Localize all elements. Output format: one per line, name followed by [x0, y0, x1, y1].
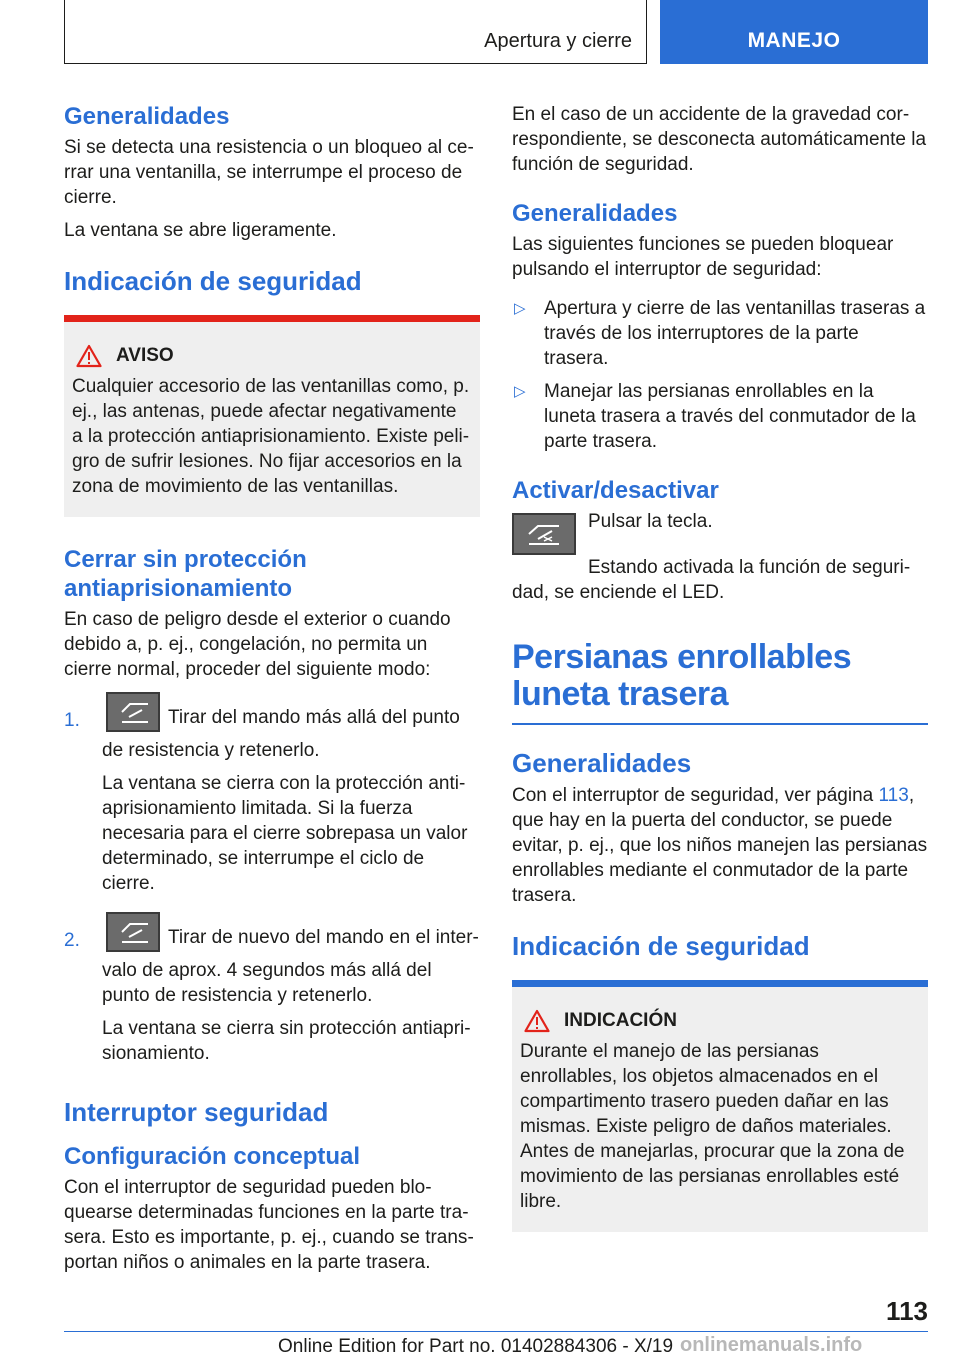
watermark: onlinemanuals.info	[680, 1334, 863, 1356]
paragraph: En el caso de un accidente de la gravedad correspondiente, se desconecta automáticamente la función de seguridad.	[512, 104, 927, 175]
chapter-tab[interactable]: MANEJO	[660, 0, 928, 64]
heading-safety-switch: Interruptor seguridad	[64, 1097, 329, 1127]
heading-generalidades: Generalidades	[512, 200, 678, 227]
step-text: Tirar de nuevo del mando en el intervalo de aprox. 4 segundos más allá del punto de resistencia y retenerlo.	[102, 927, 479, 1006]
step-text: Tirar del mando más allá del punto de resistencia y retenerlo.	[102, 707, 460, 761]
heading-activate: Activar/desactivar	[512, 477, 719, 504]
list-item-text: Apertura y cierre de las ventanillas traseras a través de los interruptores de la parte trasera.	[544, 298, 926, 369]
step-subtext: La ventana se cierra con la protección antiaprisionamiento limitada. Si la fuerza necesaria para el cierre sobrepasa un valor determinado, se interrumpe el ciclo de cierre.	[102, 773, 468, 894]
heading-safety: Indicación de seguridad	[512, 931, 810, 961]
edition-note: Online Edition for Part no. 01402884306 - X/19	[278, 1336, 674, 1357]
notice-box	[512, 980, 928, 1232]
section-title: Apertura y cierre	[484, 30, 632, 52]
window-switch-icon	[106, 692, 160, 732]
list-item	[512, 296, 928, 371]
bullet-marker: ▷	[514, 383, 526, 400]
paragraph: Pulsar la tecla.	[588, 511, 713, 532]
step-item	[64, 698, 480, 904]
warning-title: AVISO	[116, 345, 174, 366]
heading-generalidades: Generalidades	[64, 103, 230, 130]
heading-generalidades: Generalidades	[512, 748, 692, 778]
paragraph: Con el interruptor de seguridad pueden bloquearse determinadas funciones en la parte trasera. Esto es importante, p. ej., cuando se transportan niños o animales en la parte trasera.	[64, 1177, 474, 1273]
bullet-marker: ▷	[514, 300, 526, 317]
step-number: 2.	[64, 930, 80, 951]
step-item	[64, 918, 480, 1074]
warning-triangle-icon	[76, 344, 102, 368]
warning-box	[64, 315, 480, 517]
page-number: 113	[886, 1296, 928, 1326]
warning-text: Cualquier accesorio de las ventanillas como, p. ej., las antenas, puede afectar negativamente a la protección antiaprisionamiento. Existe peligro de sufrir lesiones. No fijar accesorios en la zona de movimiento de las ventanillas.	[72, 376, 470, 497]
step-number: 1.	[64, 710, 80, 731]
heading-safety: Indicación de seguridad	[64, 266, 362, 296]
paragraph-text: Con el interruptor de seguridad, ver página	[512, 785, 879, 806]
window-switch-icon	[106, 912, 160, 952]
header-title-box	[64, 0, 647, 64]
paragraph: En caso de peligro desde el exterior o cuando debido a, p. ej., congelación, no permita un cierre normal, proceder del siguiente modo:	[64, 609, 451, 680]
paragraph: Si se detecta una resistencia o un bloqueo al cerrar una ventanilla, se interrumpe el proceso de cierre.	[64, 137, 474, 208]
safety-switch-icon	[512, 513, 576, 555]
list-item-text: Manejar las persianas enrollables en la luneta trasera a través del conmutador de la parte trasera.	[544, 381, 916, 452]
paragraph-text: , que hay en la puerta del conductor, se puede evitar, p. ej., que los niños manejen las persianas enrollables mediante el conmutador de la parte trasera.	[512, 785, 928, 906]
right-column	[512, 102, 928, 1260]
notice-text: Durante el manejo de las persianas enrollables, los objetos almacenados en el compartimento trasero pueden dañar en las mismas. Existe peligro de daños materiales. Antes de manejarlas, procurar que la zona de movimiento de las persianas enrollables esté libre.	[520, 1041, 905, 1212]
list-item	[512, 379, 928, 454]
notice-title: INDICACIÓN	[564, 1010, 677, 1031]
chapter-heading-roller-blinds: Persianas enrollables luneta trasera	[512, 638, 852, 713]
paragraph: Las siguientes funciones se pueden bloquear pulsando el interruptor de seguridad:	[512, 234, 894, 280]
activate-row	[512, 509, 928, 555]
warning-triangle-icon	[524, 1009, 550, 1033]
paragraph	[512, 783, 928, 908]
footer-rule	[64, 1331, 928, 1332]
page-link[interactable]: 113	[878, 785, 909, 806]
heading-rule	[512, 723, 928, 725]
heading-concept: Configuración conceptual	[64, 1143, 361, 1170]
paragraph: La ventana se abre ligeramente.	[64, 220, 337, 241]
heading-close-without-protection: Cerrar sin protección antiaprisionamiento	[64, 546, 307, 602]
left-column	[64, 102, 480, 1283]
page-header	[64, 0, 928, 66]
step-subtext: La ventana se cierra sin protección antiaprisionamiento.	[102, 1018, 471, 1064]
paragraph: Estando activada la función de seguridad, se enciende el LED.	[512, 557, 911, 603]
